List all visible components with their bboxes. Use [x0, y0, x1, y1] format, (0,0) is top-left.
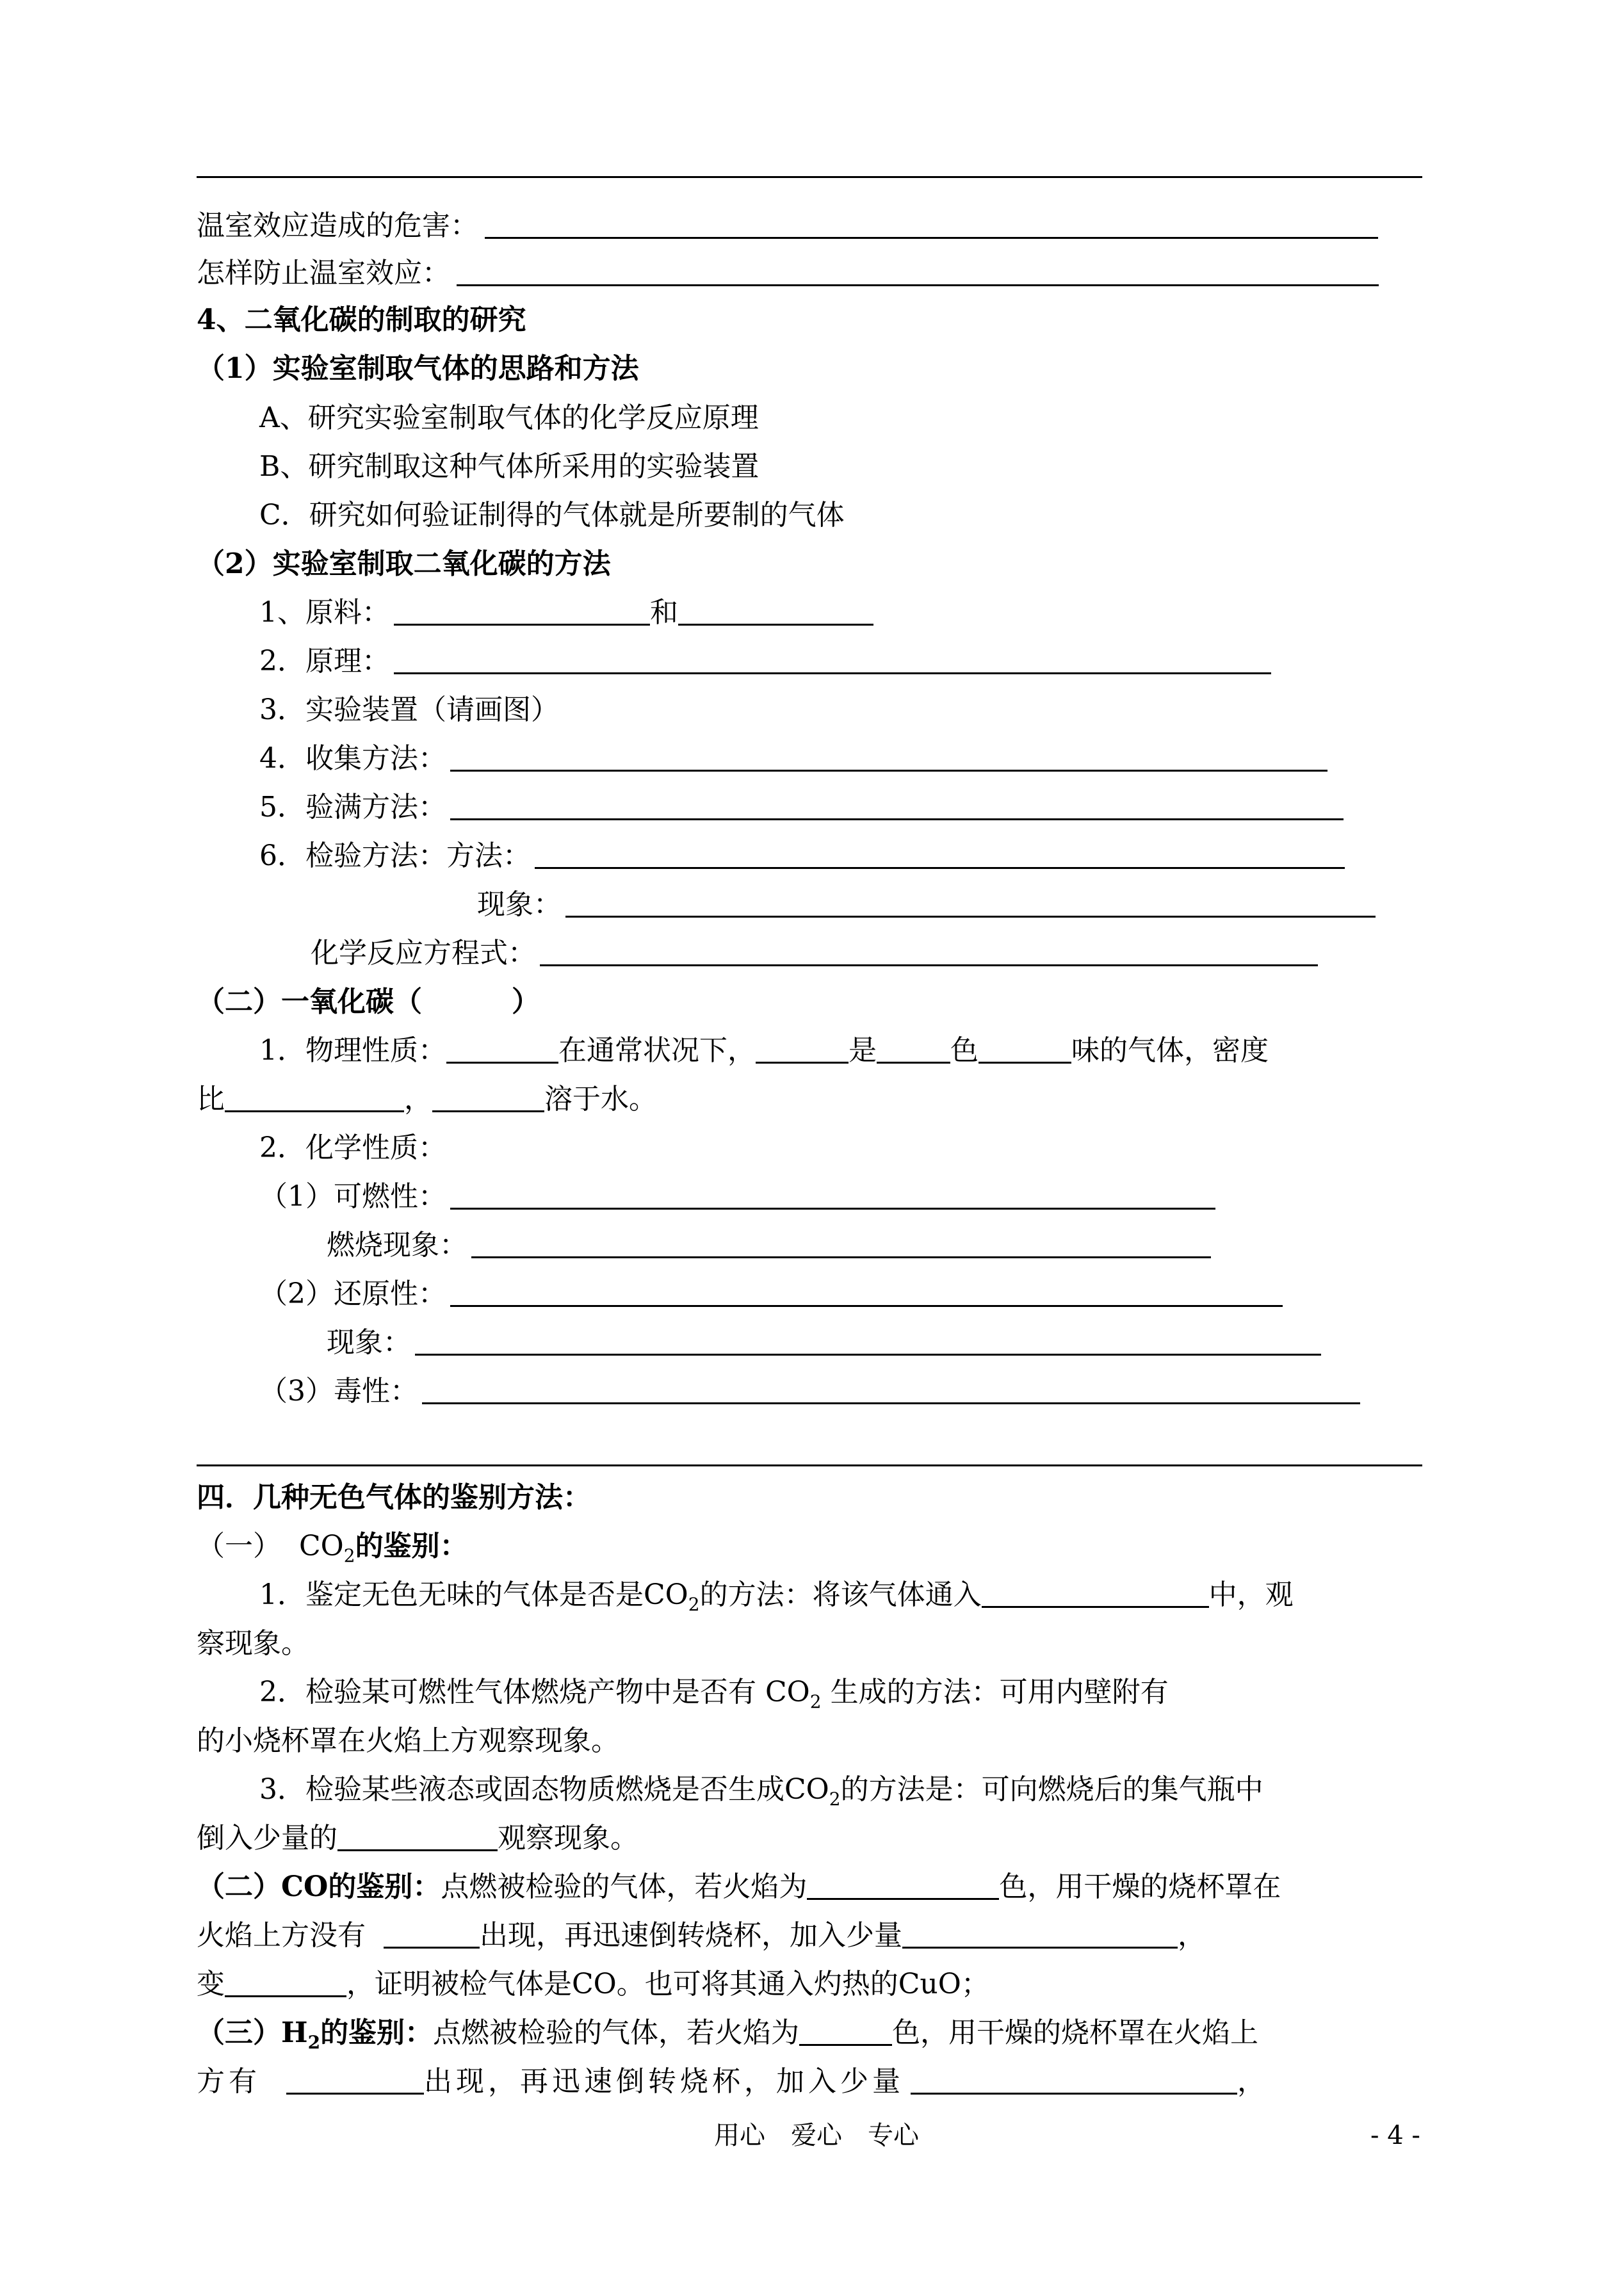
co-identify-t2: 色，用干燥的烧杯罩在 — [999, 1870, 1281, 1903]
co-physical-blank-3[interactable] — [877, 1034, 950, 1064]
greenhouse-harm-label: 温室效应造成的危害： — [197, 209, 478, 242]
header-rule — [197, 176, 1422, 178]
equation-line — [311, 934, 1318, 973]
co-identify-t1: 点燃被检验的气体，若火焰为 — [441, 1870, 808, 1903]
co-density-blank[interactable] — [225, 1082, 404, 1112]
greenhouse-prevent-blank[interactable] — [457, 256, 1379, 286]
co-reduce-phen-blank[interactable] — [415, 1326, 1321, 1356]
full-check-line — [259, 788, 1344, 827]
co2-prep-heading: 4、二氧化碳的制取的研究 — [197, 304, 526, 336]
h2-identify-t1: 点燃被检验的气体，若火焰为 — [433, 2016, 800, 2049]
co2-item3-b: 的方法是：可向燃烧后的集气瓶中 — [840, 1773, 1263, 1806]
greenhouse-prevent-label: 怎样防止温室效应： — [197, 257, 450, 289]
greenhouse-harm-blank[interactable] — [485, 209, 1378, 239]
h2-identify-l2a: 方有 — [197, 2065, 261, 2098]
co2-item3-line-1 — [259, 1771, 1263, 1809]
equation-blank[interactable] — [540, 936, 1318, 966]
h2-identify-l2c: ， — [1237, 2065, 1269, 2098]
test-label: 6．检验方法： — [259, 839, 446, 872]
raw-material-line — [259, 594, 873, 632]
co2-item3-blank[interactable] — [337, 1821, 498, 1851]
co-reduce-phen-line — [327, 1324, 1321, 1362]
h2-add-blank[interactable] — [911, 2064, 1237, 2095]
co2-identify-suffix: 的鉴别： — [355, 1530, 468, 1562]
co-identify-line-2 — [197, 1917, 1206, 1955]
footer-motto: 用心 爱心 专心 — [714, 2121, 919, 2150]
co-combust-phen-label: 燃烧现象： — [327, 1229, 467, 1261]
apparatus-line: 3．实验装置（请画图） — [259, 693, 559, 726]
co-physical-l2b: ， — [404, 1083, 432, 1115]
co2-item3-sub: 2 — [829, 1788, 841, 1810]
test-method-label: 方法： — [446, 839, 531, 872]
co-no-appear-blank[interactable] — [384, 1918, 480, 1949]
co2-item3-a: 3．检验某些液态或固态物质燃烧是否生成 — [259, 1773, 784, 1806]
h2-identify-line-2 — [197, 2063, 1269, 2101]
section-rule — [197, 1464, 1422, 1466]
co-combust-line — [259, 1178, 1215, 1216]
co2-item2-line-1 — [259, 1673, 1169, 1712]
co-physical-line-1 — [259, 1032, 1269, 1070]
h2-identify-line-1 — [197, 2014, 1258, 2052]
co-flame-color-blank[interactable] — [807, 1870, 999, 1900]
greenhouse-prevent-line — [197, 254, 1379, 293]
principle-line — [259, 642, 1271, 681]
co2-item2-a: 2．检验某可燃性气体燃烧产物中是否有 — [259, 1676, 756, 1708]
co-identify-l3cuo: CuO — [898, 1968, 961, 2000]
sub1-item-c: C．研究如何验证制得的气体就是所要制的气体 — [259, 499, 845, 531]
co2-item3-co: CO — [784, 1773, 829, 1806]
co-combust-phen-blank[interactable] — [471, 1228, 1211, 1258]
co2-item1-b: 的方法：将该气体通入 — [699, 1578, 982, 1611]
co-toxic-line — [259, 1372, 1360, 1411]
test-method-blank[interactable] — [535, 839, 1345, 869]
co-physical-t2: 是 — [849, 1034, 877, 1067]
co-solubility-blank[interactable] — [432, 1082, 544, 1112]
co-combust-label: （1）可燃性： — [259, 1180, 446, 1213]
co-combust-phen-line — [327, 1226, 1211, 1265]
co-reduce-line — [259, 1275, 1283, 1313]
full-check-label: 5．验满方法： — [259, 791, 446, 823]
co2-identify-heading-line — [197, 1527, 468, 1566]
collect-line — [259, 740, 1328, 778]
co-identify-l3d: ； — [961, 1968, 989, 2000]
co2-item3-l2a: 倒入少量的 — [197, 1822, 337, 1854]
co-turn-blank[interactable] — [225, 1967, 346, 1997]
co2-item1-line-1 — [259, 1576, 1294, 1614]
co-identify-l2a: 火焰上方没有 — [197, 1919, 366, 1952]
co-physical-t3: 色 — [950, 1034, 978, 1067]
co2-identify-co: CO — [299, 1530, 344, 1562]
co2-item2-co: CO — [765, 1676, 810, 1708]
co2-item1-line-2: 察现象。 — [197, 1627, 309, 1660]
co-chemical-line: 2．化学性质： — [259, 1131, 446, 1164]
identify-heading: 四．几种无色气体的鉴别方法： — [197, 1481, 591, 1514]
h2-identify-prefix: （三）H — [197, 2016, 308, 2049]
co2-item1-blank[interactable] — [982, 1578, 1209, 1608]
test-phenomenon-blank[interactable] — [565, 888, 1376, 918]
collect-label: 4．收集方法： — [259, 742, 446, 775]
co-heading-close: ） — [512, 985, 540, 1018]
co-reduce-label: （2）还原性： — [259, 1277, 446, 1310]
h2-appear-blank[interactable] — [286, 2064, 424, 2095]
co-identify-l3b: ，证明被检气体是 — [346, 1968, 572, 2000]
raw-material-label: 1、原料： — [259, 596, 390, 629]
co-identify-l2c: ， — [1178, 1919, 1206, 1952]
co-identify-l3co: CO — [572, 1968, 617, 2000]
co2-identify-prefix: （一） — [197, 1530, 281, 1562]
equation-label: 化学反应方程式： — [311, 937, 536, 969]
sub1-heading: （1）实验室制取气体的思路和方法 — [197, 352, 639, 385]
greenhouse-harm-line — [197, 207, 1378, 245]
principle-label: 2．原理： — [259, 645, 390, 677]
test-phenomenon-line — [477, 886, 1376, 924]
h2-identify-t2: 色，用干燥的烧杯罩在火焰上 — [892, 2016, 1259, 2049]
h2-flame-color-blank[interactable] — [799, 2016, 892, 2046]
co2-item3-l2b: 观察现象。 — [498, 1822, 638, 1854]
co2-item1-co: CO — [644, 1578, 688, 1611]
co2-item1-c: 中，观 — [1208, 1578, 1294, 1611]
sub1-item-b: B、研究制取这种气体所采用的实验装置 — [259, 450, 759, 483]
co2-item1-sub: 2 — [688, 1594, 700, 1615]
co2-item2-line-2: 的小烧杯罩在火焰上方观察现象。 — [197, 1724, 619, 1757]
principle-blank[interactable] — [394, 644, 1271, 674]
sub1-item-a: A、研究实验室制取气体的化学反应原理 — [259, 401, 759, 434]
co-add-blank[interactable] — [902, 1918, 1178, 1949]
raw-material-and: 和 — [650, 596, 678, 629]
co-combust-blank[interactable] — [450, 1180, 1215, 1210]
co-identify-line-3 — [197, 1965, 989, 2004]
co-identify-line-1 — [197, 1868, 1281, 1906]
co2-item2-sub: 2 — [809, 1691, 822, 1712]
co-identify-l2b: 出现，再迅速倒转烧杯，加入少量 — [480, 1919, 902, 1952]
h2-identify-suffix: 的鉴别： — [320, 2016, 434, 2049]
h2-identify-sub: 2 — [307, 2032, 321, 2053]
co-physical-l2a: 比 — [197, 1083, 225, 1115]
co-physical-l2c: 溶于水。 — [544, 1083, 657, 1115]
collect-blank[interactable] — [450, 742, 1328, 772]
co-physical-t1: 在通常状况下， — [558, 1034, 756, 1067]
co-heading: （二）一氧化碳（ — [197, 985, 422, 1018]
sub2-heading: （2）实验室制取二氧化碳的方法 — [197, 547, 611, 580]
h2-identify-l2b: 出现，再迅速倒转烧杯，加入少量 — [424, 2065, 904, 2098]
co2-item1-a: 1．鉴定无色无味的气体是否是 — [259, 1578, 644, 1611]
co-physical-blank-2[interactable] — [756, 1034, 849, 1064]
full-check-blank[interactable] — [450, 790, 1344, 820]
co-reduce-phen-label: 现象： — [327, 1326, 411, 1359]
co2-identify-sub: 2 — [343, 1545, 355, 1566]
co-physical-line-2 — [197, 1080, 657, 1119]
raw-material-blank-2[interactable] — [678, 596, 873, 626]
raw-material-blank-1[interactable] — [394, 596, 650, 626]
test-method-line — [259, 837, 1345, 875]
co2-item3-line-2 — [197, 1819, 638, 1858]
page-number: - 4 - — [1370, 2121, 1420, 2150]
co-physical-blank-1[interactable] — [446, 1034, 558, 1064]
co-identify-heading: （二）CO的鉴别： — [197, 1870, 441, 1903]
co-physical-blank-4[interactable] — [978, 1034, 1071, 1064]
co-heading-line — [197, 983, 540, 1021]
co2-item2-b: 生成的方法：可用内壁附有 — [830, 1676, 1169, 1708]
co-reduce-blank[interactable] — [450, 1277, 1283, 1307]
test-phenomenon-label: 现象： — [477, 888, 562, 921]
co-toxic-label: （3）毒性： — [259, 1375, 418, 1407]
co-identify-l3c: 。也可将其通入灼热的 — [616, 1968, 898, 2000]
co-physical-t4: 味的气体，密度 — [1071, 1034, 1269, 1067]
co-physical-label: 1．物理性质： — [259, 1034, 446, 1067]
co-identify-l3a: 变 — [197, 1968, 225, 2000]
co-toxic-blank[interactable] — [422, 1374, 1360, 1404]
